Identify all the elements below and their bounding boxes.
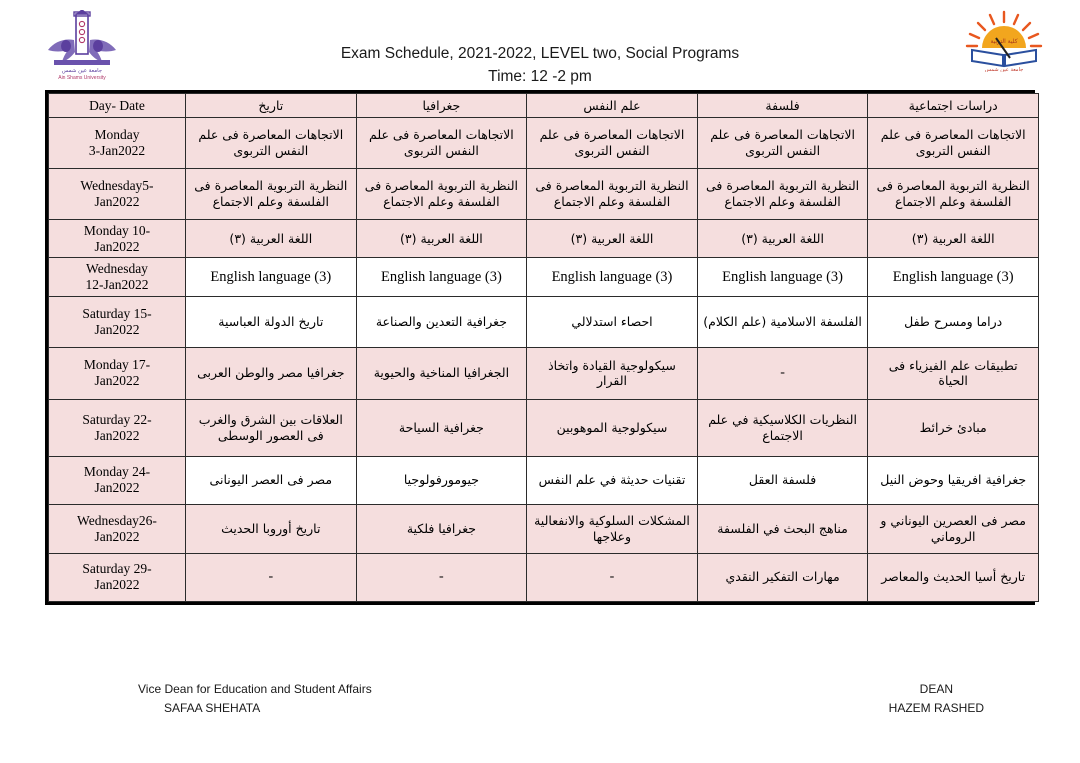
exam-subject-label: - [609, 569, 615, 584]
exam-subject-label: الاتجاهات المعاصرة فى علم النفس التربوى [369, 127, 514, 158]
exam-subject-cell [527, 118, 698, 169]
column-header-social-studies-label: دراسات اجتماعية [908, 97, 998, 113]
dean-name: HAZEM RASHED [888, 701, 984, 715]
exam-subject-label: جغرافيا فلكية [406, 520, 476, 536]
exam-subject-cell [186, 258, 357, 296]
exam-subject-cell [527, 347, 698, 399]
exam-subject-label: - [268, 569, 274, 584]
exam-subject-label: جيومورفولوجيا [403, 472, 479, 488]
exam-subject-cell [356, 456, 527, 504]
table-row [49, 456, 1039, 504]
table-row [49, 169, 1039, 220]
exam-subject-cell [527, 296, 698, 347]
exam-subject-label: النظرية التربوية المعاصرة فى الفلسفة وعلم الاجتماع [194, 178, 348, 209]
exam-subject-cell [356, 504, 527, 553]
exam-subject-label: الاتجاهات المعاصرة فى علم النفس التربوى [880, 127, 1026, 158]
exam-subject-label: - [780, 365, 785, 380]
dean-title: DEAN [919, 682, 953, 696]
exam-subject-label: جغرافيا مصر والوطن العربى [197, 365, 345, 381]
svg-text:Ain Shams University: Ain Shams University [58, 75, 106, 81]
exam-subject-label: دراما ومسرح طفل [904, 313, 1003, 329]
exam-subject-label: English language (3) [210, 268, 332, 285]
exam-subject-cell [868, 296, 1039, 347]
table-row [49, 220, 1039, 258]
exam-subject-label: تاريخ أوروبا الحديث [221, 520, 321, 536]
document-header [0, 0, 1080, 88]
exam-subject-label: - [439, 569, 444, 584]
exam-subject-cell [527, 169, 698, 220]
exam-subject-label: النظرية التربوية المعاصرة فى الفلسفة وعلم الاجتماع [705, 178, 860, 209]
vice-dean-title: Vice Dean for Education and Student Affairs [138, 682, 372, 696]
exam-subject-cell [186, 118, 357, 169]
page-title [0, 42, 1080, 89]
exam-subject-label: الاتجاهات المعاصرة فى علم النفس التربوى [539, 127, 685, 158]
exam-subject-cell [697, 220, 868, 258]
exam-subject-label: مهارات التفكير النقدي [725, 569, 840, 585]
exam-date-cell: Saturday 15- Jan2022 [49, 296, 186, 347]
exam-schedule-table [48, 93, 1039, 602]
exam-subject-label: النظرية التربوية المعاصرة فى الفلسفة وعلم الاجتماع [364, 178, 518, 209]
vice-dean-name: SAFAA SHEHATA [164, 701, 261, 715]
exam-subject-label: تقنيات حديثة في علم النفس [538, 472, 686, 488]
exam-subject-cell [186, 504, 357, 553]
exam-subject-cell [356, 118, 527, 169]
exam-subject-label: اللغة العربية (٣) [229, 230, 313, 246]
exam-subject-cell [697, 399, 868, 456]
exam-schedule-table-container [45, 90, 1035, 605]
exam-subject-cell [868, 347, 1039, 399]
exam-subject-cell [868, 169, 1039, 220]
title-line-primary: Exam Schedule, 2021-2022, LEVEL two, Social Programs [340, 45, 740, 62]
table-row [49, 296, 1039, 347]
svg-text:جامعة عين شمس: جامعة عين شمس [61, 68, 103, 74]
exam-subject-cell [868, 118, 1039, 169]
exam-subject-cell [356, 220, 527, 258]
exam-date-cell: Monday 10- Jan2022 [49, 220, 186, 258]
exam-subject-cell [697, 553, 868, 601]
column-header-geography-label: جغرافيا [422, 97, 461, 113]
exam-subject-label: مبادئ خرائط [919, 419, 987, 435]
exam-subject-cell [868, 553, 1039, 601]
table-row [49, 347, 1039, 399]
exam-subject-cell [697, 258, 868, 296]
exam-date-cell: Wednesday26- Jan2022 [49, 504, 186, 553]
exam-subject-label: اللغة العربية (٣) [911, 230, 995, 246]
exam-subject-label: فلسفة العقل [748, 472, 817, 488]
column-header-date: Day- Date [49, 94, 186, 118]
exam-date-cell: Saturday 22- Jan2022 [49, 399, 186, 456]
column-header-geography [356, 94, 527, 118]
exam-subject-cell [697, 347, 868, 399]
exam-subject-label: تاريخ الدولة العباسية [218, 313, 324, 329]
exam-date-cell: Monday 17- Jan2022 [49, 347, 186, 399]
table-row [49, 553, 1039, 601]
exam-subject-label: اللغة العربية (٣) [741, 230, 824, 246]
exam-date-cell: Monday 24- Jan2022 [49, 456, 186, 504]
exam-subject-label: English language (3) [380, 268, 502, 285]
title-line-time: Time: 12 -2 pm [488, 68, 592, 86]
exam-subject-cell [868, 399, 1039, 456]
vice-dean-signature-block [138, 682, 372, 715]
exam-subject-label: النظرية التربوية المعاصرة فى الفلسفة وعلم الاجتماع [535, 178, 689, 209]
exam-subject-cell [356, 169, 527, 220]
table-header-row [49, 94, 1039, 118]
svg-text:كلية التربية: كلية التربية [990, 38, 1018, 45]
exam-date-cell: Wednesday5- Jan2022 [49, 169, 186, 220]
exam-subject-cell [868, 220, 1039, 258]
exam-subject-label: مصر فى العصرين اليوناني و الروماني [880, 513, 1026, 544]
column-header-psychology [527, 94, 698, 118]
exam-subject-cell [186, 553, 357, 601]
faculty-sun-book-logo [956, 10, 1052, 72]
exam-subject-label: الفلسفة الاسلامية (علم الكلام) [703, 313, 862, 329]
exam-subject-cell [868, 456, 1039, 504]
exam-subject-cell [527, 504, 698, 553]
exam-subject-label: English language (3) [892, 268, 1014, 285]
column-header-social-studies [868, 94, 1039, 118]
column-header-history-label: تاريخ [258, 97, 284, 113]
exam-subject-label: سيكولوجية القيادة واتخاذ القرار [548, 357, 676, 389]
exam-subject-cell [527, 220, 698, 258]
column-header-philosophy [697, 94, 868, 118]
exam-subject-cell [697, 169, 868, 220]
table-row [49, 258, 1039, 296]
exam-subject-label: النظريات الكلاسيكية في علم الاجتماع [708, 412, 857, 443]
svg-text:جامعة عين شمس: جامعة عين شمس [984, 67, 1024, 72]
exam-subject-label: المشكلات السلوكية والانفعالية وعلاجها [534, 513, 690, 544]
exam-subject-cell [527, 258, 698, 296]
exam-date-cell: Wednesday 12-Jan2022 [49, 258, 186, 296]
exam-subject-cell [186, 296, 357, 347]
exam-subject-label: الاتجاهات المعاصرة فى علم النفس التربوى [198, 127, 344, 158]
document-footer [0, 682, 1080, 722]
column-header-psychology-label: علم النفس [583, 97, 641, 113]
exam-subject-cell [186, 399, 357, 456]
exam-subject-label: تاريخ أسيا الحديث والمعاصر [881, 569, 1026, 585]
exam-subject-cell [697, 296, 868, 347]
exam-subject-label: English language (3) [551, 268, 673, 285]
exam-subject-label: تطبيقات علم الفيزياء فى الحياة [888, 357, 1018, 389]
exam-subject-cell [356, 399, 527, 456]
exam-subject-cell [356, 553, 527, 601]
exam-subject-cell [186, 220, 357, 258]
exam-subject-cell [697, 118, 868, 169]
table-body [49, 118, 1039, 602]
exam-subject-label: مناهج البحث في الفلسفة [717, 520, 848, 536]
exam-subject-label: النظرية التربوية المعاصرة فى الفلسفة وعلم الاجتماع [876, 178, 1030, 209]
exam-subject-label: الجغرافيا المناخية والحيوية [373, 365, 510, 381]
exam-subject-cell [697, 504, 868, 553]
exam-subject-cell [356, 258, 527, 296]
exam-subject-label: اللغة العربية (٣) [570, 230, 654, 246]
exam-subject-label: جغرافية التعدين والصناعة [375, 313, 507, 329]
table-row [49, 118, 1039, 169]
exam-subject-cell [186, 456, 357, 504]
exam-subject-cell [527, 399, 698, 456]
exam-subject-cell [186, 347, 357, 399]
exam-subject-label: العلاقات بين الشرق والغرب فى العصور الوسطى [198, 412, 343, 443]
exam-subject-label: الاتجاهات المعاصرة فى علم النفس التربوى [710, 127, 855, 158]
exam-subject-label: جغرافية افريقيا وحوض النيل [880, 472, 1027, 488]
exam-subject-label: English language (3) [722, 268, 843, 285]
column-header-philosophy-label: فلسفة [765, 97, 800, 113]
table-row [49, 504, 1039, 553]
exam-date-cell: Saturday 29- Jan2022 [49, 553, 186, 601]
exam-subject-label: جغرافية السياحة [398, 419, 484, 435]
exam-subject-cell [527, 456, 698, 504]
exam-date-cell: Monday 3-Jan2022 [49, 118, 186, 169]
exam-subject-cell [868, 504, 1039, 553]
exam-subject-cell [868, 258, 1039, 296]
exam-subject-label: سيكولوجية الموهوبين [556, 419, 668, 435]
dean-signature-block [889, 682, 984, 715]
exam-subject-cell [356, 296, 527, 347]
table-row [49, 399, 1039, 456]
exam-subject-cell [186, 169, 357, 220]
exam-subject-cell [697, 456, 868, 504]
exam-subject-label: احصاء استدلالي [571, 313, 653, 329]
exam-subject-label: مصر فى العصر اليونانى [209, 472, 333, 488]
column-header-history [186, 94, 357, 118]
exam-subject-cell [356, 347, 527, 399]
exam-subject-cell [527, 553, 698, 601]
exam-subject-label: اللغة العربية (٣) [400, 230, 483, 246]
